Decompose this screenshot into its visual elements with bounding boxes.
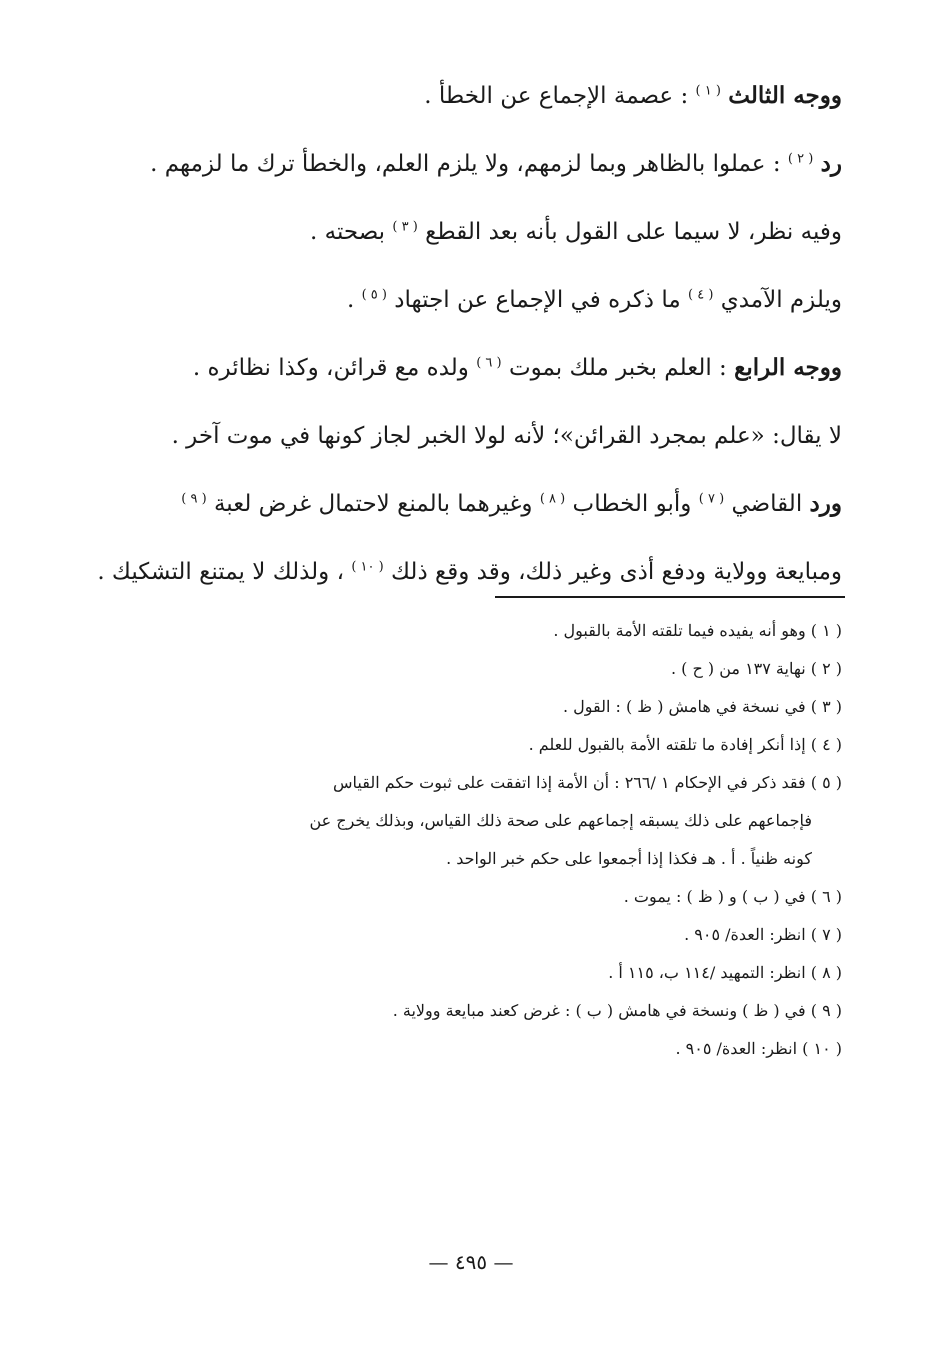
page-number: — ٤٩٥ — <box>428 1250 514 1274</box>
footnote-ref-6: ( ٦ ) <box>476 355 502 371</box>
footnote-2: ( ٢ ) نهاية ١٣٧ من ( ح ) . <box>670 659 842 678</box>
footnote-ref-1: ( ١ ) <box>695 83 721 99</box>
text-line-2 <box>95 130 842 198</box>
reply-label: رد <box>820 150 842 177</box>
line-text: لا يقال: «علم بمجرد القرائن»؛ لأنه لولا الخبر لجاز كونها في موت آخر . <box>171 423 842 449</box>
line-text: القاضي <box>731 491 803 517</box>
footnote-ref-8: ( ٨ ) <box>539 491 566 507</box>
footnote-ref-7: ( ٧ ) <box>698 491 725 507</box>
text-line-7 <box>95 470 842 538</box>
footnote-ref-10: ( ١٠ ) <box>351 559 384 575</box>
footnote-3: ( ٣ ) في نسخة في هامش ( ظ ) : القول . <box>562 697 842 716</box>
footnote-ref-4: ( ٤ ) <box>687 287 714 303</box>
footnote-5-continued: كونه ظنياً . أ . هـ فكذا إذا أجمعوا على حكم خبر الواحد . <box>446 849 812 868</box>
line-text: : العلم بخبر ملك بموت <box>508 355 727 381</box>
text-line-6 <box>95 402 842 470</box>
line-text: ومبايعة وولاية ودفع أذى وغير ذلك، وقد وقع ذلك <box>391 559 842 585</box>
line-text: : عصمة الإجماع عن الخطأ . <box>424 83 689 109</box>
footnotes <box>95 612 842 1068</box>
footnote-10: ( ١٠ ) انظر: العدة/ ٩٠٥ . <box>675 1039 842 1058</box>
footnote-ref-3: ( ٣ ) <box>392 219 418 235</box>
text-line-5 <box>95 334 842 402</box>
line-text: بصحته . <box>309 219 386 245</box>
footnote-5: ( ٥ ) فقد ذكر في الإحكام ١ /٢٦٦ : أن الأمة إذا اتفقت على ثبوت حكم القياس <box>332 773 842 792</box>
line-text: وفيه نظر، لا سيما على القول بأنه بعد القطع <box>425 219 842 245</box>
footnote-5-continued: فإجماعهم على ذلك يسبقه إجماعهم على صحة ذلك القياس، وبذلك يخرج عن <box>309 811 812 830</box>
text-line-3 <box>95 198 842 266</box>
line-text: ولده مع قرائن، وكذا نظائره . <box>192 355 469 381</box>
footnote-ref-9: ( ٩ ) <box>181 491 207 507</box>
footnote-6: ( ٦ ) في ( ب ) و ( ظ ) : يموت . <box>623 887 842 906</box>
line-text: وغيرهما بالمنع لاحتمال غرض لعبة <box>213 491 533 517</box>
main-text <box>95 62 842 606</box>
text-line-4 <box>95 266 842 334</box>
section-heading-fourth: ووجه الرابع <box>734 354 842 381</box>
footnote-9: ( ٩ ) في ( ظ ) ونسخة في هامش ( ب ) : غرض كعند مبايعة وولاية . <box>392 1001 842 1020</box>
line-text: وأبو الخطاب <box>572 491 692 517</box>
footnote-1: ( ١ ) وهو أنه يفيده فيما تلقته الأمة بالقبول . <box>553 621 842 640</box>
line-text: . <box>346 287 355 313</box>
footnote-ref-2: ( ٢ ) <box>787 151 814 167</box>
footnote-divider <box>495 596 845 598</box>
line-text: ما ذكره في الإجماع عن اجتهاد <box>394 287 681 313</box>
reply-label: ورد <box>809 490 842 517</box>
footnote-8: ( ٨ ) انظر: التمهيد /١١٤ ب، ١١٥ أ . <box>608 963 842 982</box>
line-text: : عملوا بالظاهر وبما لزمهم، ولا يلزم العلم، والخطأ ترك ما لزمهم . <box>150 151 781 177</box>
footnote-4: ( ٤ ) إذا أنكر إفادة ما تلقته الأمة بالقبول للعلم . <box>528 735 842 754</box>
line-text: ويلزم الآمدي <box>720 287 842 313</box>
text-line-1 <box>95 62 842 130</box>
footnote-7: ( ٧ ) انظر: العدة/ ٩٠٥ . <box>684 925 842 944</box>
section-heading-third: ووجه الثالث <box>728 82 842 109</box>
footnote-ref-5: ( ٥ ) <box>361 287 387 303</box>
line-text: ، ولذلك لا يمتنع التشكيك . <box>97 559 345 585</box>
